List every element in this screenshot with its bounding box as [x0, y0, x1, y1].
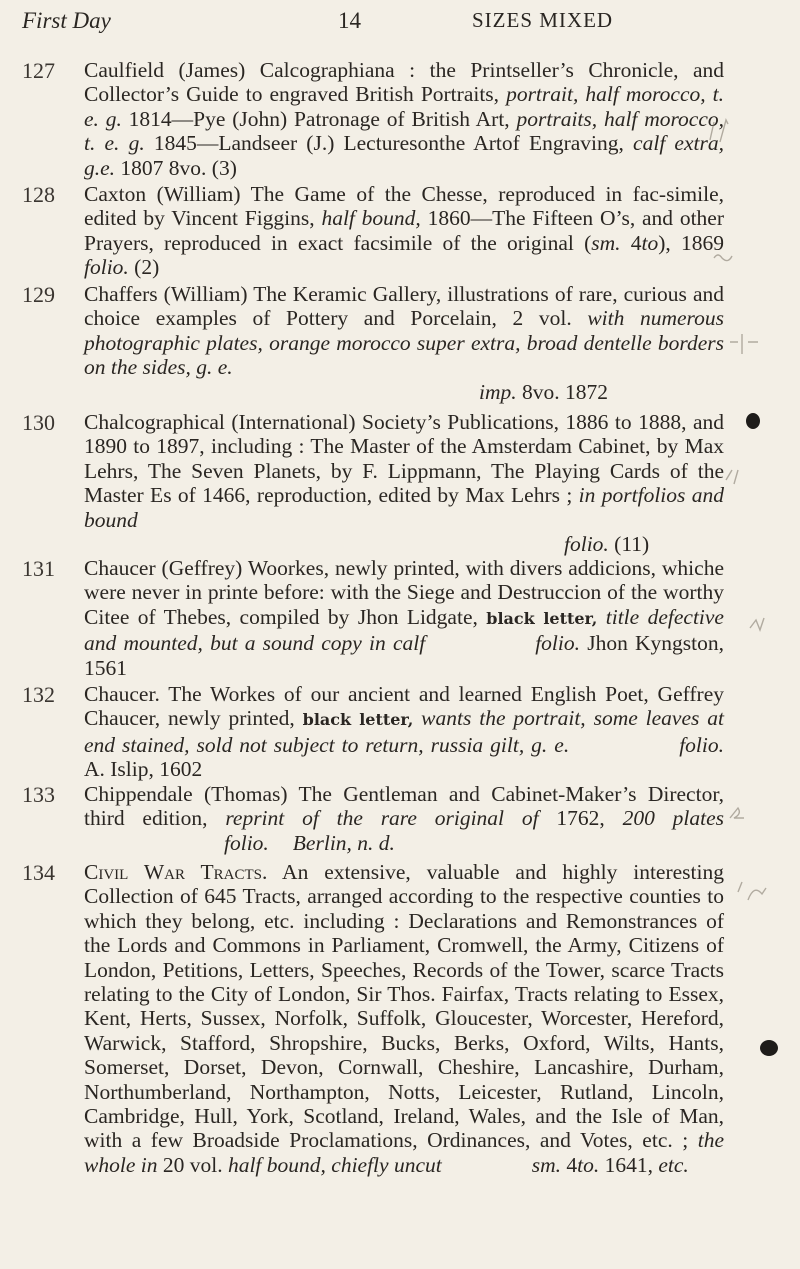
lot-description: Chaucer. The Workes of our ancient and learned English Poet, Geffrey Chaucer, newly printed, black letter, wants the portrait, some leaves at end stained, sold not subject to return, russia gilt, g. e. folio. A. Islip, 1602	[84, 682, 724, 782]
lot-number: 134	[22, 860, 55, 885]
lot-description: Chippendale (Thomas) The Gentleman and Cabinet-Maker’s Director, third edition, reprint of the rare original of 1762, 200 platesfolio. Berlin, n. d.	[84, 782, 725, 855]
lot-number: 132	[22, 682, 55, 707]
ink-blot	[760, 1040, 778, 1056]
lot-description: Chalcographical (International) Society’s Publications, 1886 to 1888, and 1890 to 1897, including : The Master of the Amsterdam Cabinet, by Max Lehrs, The Seven Planets, by F. Lippmann, The Playing Cards of the Master Es of 1466, reproduction, edited by Max Lehrs ; in portfolios and bound folio. (11)	[84, 410, 724, 557]
header-section: SIZES MIXED	[472, 8, 614, 32]
lot-description: Civil War Tracts. An extensive, valuable and highly interesting Collection of 645 Tracts, arranged according to the respective counties to which they belong, etc. including : Declarations and Remonstrances of the Lords and Commons in Parliament, Cromwell, the Army, Citizens of London, Petitions, Letters, Speeches, Records of the Tower, scarce Tracts relating to the City of London, Sir Thos. Fairfax, Tracts relating to Essex, Kent, Herts, Sussex, Norfolk, Suffolk, Gloucester, Worcester, Hereford, Warwick, Stafford, Shropshire, Bucks, Berks, Oxford, Wilts, Hants, Somerset, Dorset, Devon, Cornwall, Cheshire, Lancashire, Durham, Northumberland, Northampton, Notts, Leicester, Rutland, Lincoln, Cambridge, Hull, York, Scotland, Ireland, Wales, and the Isle of Man, with a few Broadside Proclamations, Ordinances, and Votes, etc. ; the whole in 20 vol. half bound, chiefly uncut sm. 4to. 1641, etc.	[84, 860, 724, 1177]
page-number: 14	[338, 8, 361, 33]
lot-number: 130	[22, 410, 55, 435]
lot-description: Chaucer (Geffrey) Woorkes, newly printed, with divers addicions, whiche were never in printe before: with the Siege and Destruccion of the worthy Citee of Thebes, compiled by Jhon Lidgate, black letter, title defective and mounted, but a sound copy in calf folio. Jhon Kyngston, 1561	[84, 556, 725, 680]
page-header	[22, 8, 672, 38]
lot-number: 127	[22, 58, 55, 83]
lot-number: 128	[22, 182, 55, 207]
lot-number: 131	[22, 556, 55, 581]
pencil-marginalia	[690, 80, 790, 1040]
lot-description: Caxton (William) The Game of the Chesse, reproduced in fac-simile, edited by Vincent Figgins, half bound, 1860—The Fifteen O’s, and other Prayers, reproduced in exact facsimile of the original (sm. 4to), 1869 folio. (2)	[84, 182, 725, 280]
lot-description: Caulfield (James) Calcographiana : the Printseller’s Chronicle, and Collector’s Guide to engraved British Portraits, portrait, half morocco, t. e. g. 1814—Pye (John) Patronage of British Art, portraits, half morocco, t. e. g. 1845—Landseer (J.) Lecturesonthe Artof Engraving, calf extra, g.e. 1807 8vo. (3)	[84, 58, 725, 180]
lot-number: 129	[22, 282, 55, 307]
header-day: First Day	[22, 8, 111, 33]
lot-number: 133	[22, 782, 55, 807]
lot-description: Chaffers (William) The Keramic Gallery, illustrations of rare, curious and choice examples of Pottery and Porcelain, 2 vol. with numerous photographic plates, orange morocco super extra, broad dentelle borders on the sides, g. e. imp. 8vo. 1872	[84, 282, 724, 404]
